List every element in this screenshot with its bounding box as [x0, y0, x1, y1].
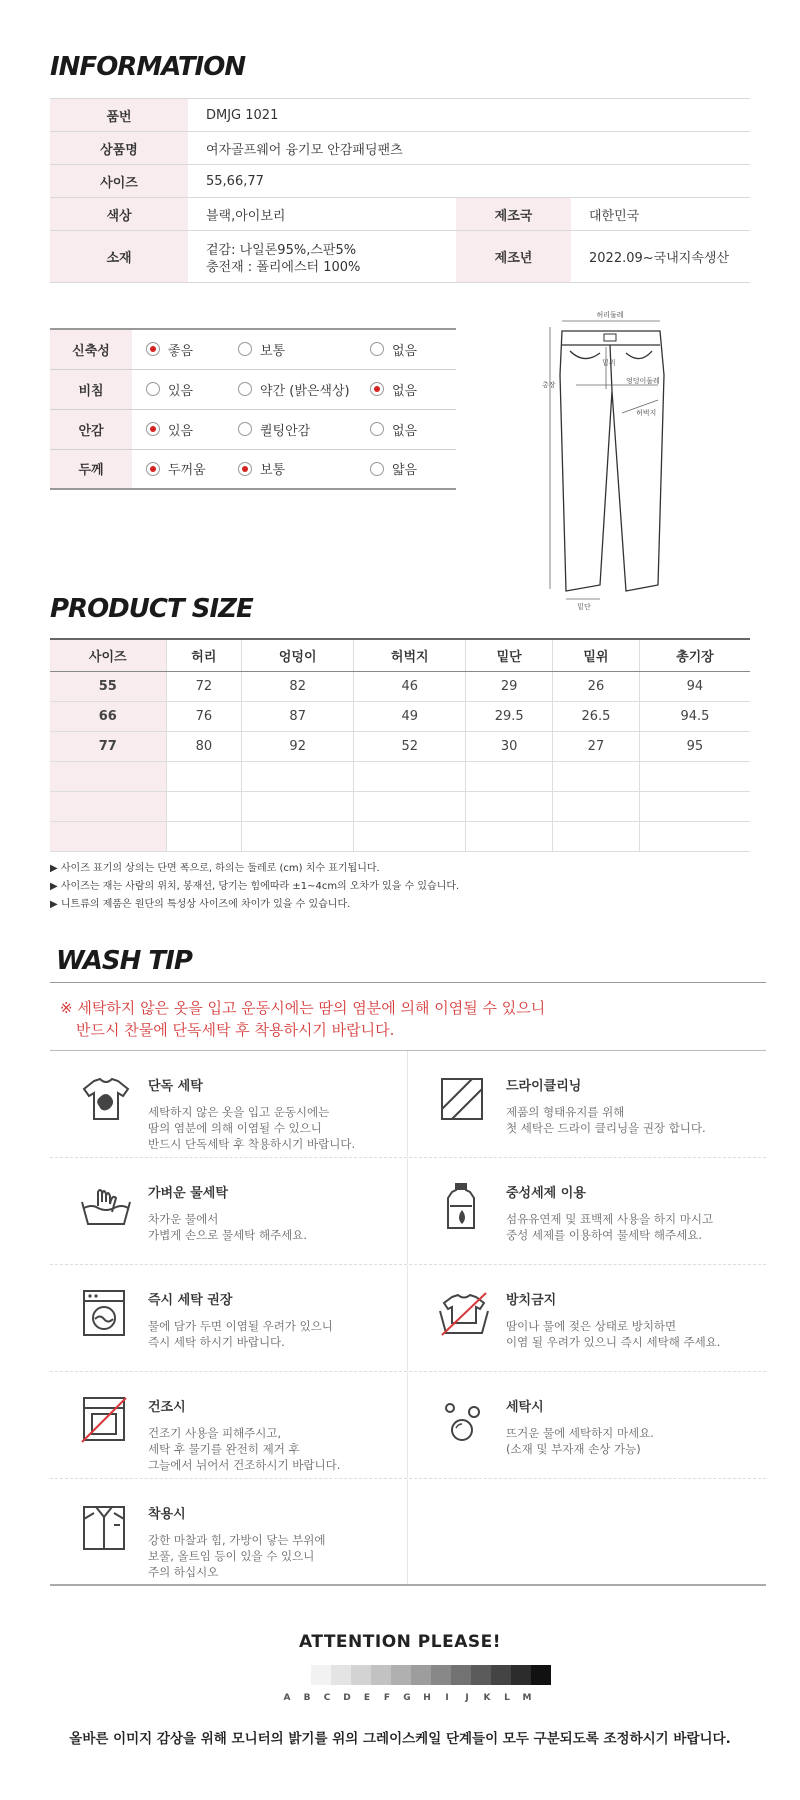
option-label: 있음 — [168, 383, 194, 399]
property-row — [50, 449, 456, 489]
radio-icon[interactable] — [370, 342, 384, 356]
wash-row — [50, 1372, 766, 1479]
information-title: INFORMATION — [50, 52, 246, 82]
wash-item — [408, 1158, 766, 1264]
info-label: 상품명 — [50, 132, 188, 165]
grayscale-letter: L — [504, 1693, 510, 1703]
property-row — [50, 369, 456, 409]
size-cell: 76 — [166, 701, 242, 731]
grayscale-swatch — [491, 1665, 511, 1685]
radio-icon[interactable] — [370, 422, 384, 436]
wash-row — [50, 1158, 766, 1265]
size-cell-label — [50, 821, 166, 851]
hip-label: 엉덩이둘레 — [626, 377, 660, 385]
grayscale-swatch — [371, 1665, 391, 1685]
grayscale-letter: K — [483, 1693, 491, 1703]
radio-icon[interactable] — [238, 342, 252, 356]
grayscale-swatch — [331, 1665, 351, 1685]
size-row — [50, 821, 750, 851]
size-cell — [166, 791, 242, 821]
info-row-name — [50, 132, 750, 165]
info-label: 소재 — [50, 231, 188, 283]
info-row-material — [50, 231, 750, 283]
size-cell — [354, 761, 466, 791]
info-value: 블랙,아이보리 — [188, 198, 456, 231]
size-cell — [639, 791, 750, 821]
info-label: 제조국 — [456, 198, 571, 231]
size-cell — [166, 821, 242, 851]
size-header: 밑단 — [466, 639, 553, 671]
length-label: 총장 — [542, 381, 556, 389]
grayscale-letter: B — [303, 1693, 311, 1703]
size-header: 허벅지 — [354, 639, 466, 671]
attention-footer: 올바른 이미지 감상을 위해 모니터의 밝기를 위의 그레이스케일 단계들이 모두 구분되도록 조정하시기 바랍니다. — [69, 1731, 731, 1747]
hem-label: 밑단 — [577, 603, 591, 610]
wash-item — [408, 1265, 766, 1371]
grayscale-swatch — [391, 1665, 411, 1685]
info-value: 55,66,77 — [188, 165, 750, 198]
wash-item-desc: 섬유유연제 및 표백제 사용을 하지 마시고 중성 세제를 이용하여 물세탁 해주세요. — [506, 1212, 714, 1242]
wash-tip-grid — [50, 1050, 766, 1586]
folded-shirt-icon — [78, 1503, 134, 1553]
size-cell: 29.5 — [466, 701, 553, 731]
info-value — [188, 231, 456, 283]
size-cell: 27 — [553, 731, 640, 761]
size-cell: 52 — [354, 731, 466, 761]
grayscale-letter: H — [423, 1693, 431, 1703]
size-cell — [354, 821, 466, 851]
property-label: 안감 — [50, 409, 132, 449]
info-value: 대한민국 — [571, 198, 750, 231]
info-label: 색상 — [50, 198, 188, 231]
size-cell: 82 — [242, 671, 354, 701]
size-cell: 26 — [553, 671, 640, 701]
size-cell: 92 — [242, 731, 354, 761]
grayscale-swatch — [511, 1665, 531, 1685]
radio-icon[interactable] — [146, 382, 160, 396]
option-label: 없음 — [392, 383, 418, 399]
property-row — [50, 409, 456, 449]
size-cell — [466, 761, 553, 791]
waist-label: 허리둘레 — [596, 311, 624, 319]
wash-item — [408, 1372, 766, 1478]
size-row — [50, 791, 750, 821]
wash-tip-divider — [50, 982, 766, 983]
wash-item — [50, 1479, 408, 1584]
option-label: 보통 — [260, 343, 286, 359]
pants-measurement-diagram — [540, 305, 700, 610]
wash-row — [50, 1265, 766, 1372]
wash-item-title: 중성세제 이용 — [506, 1186, 586, 1201]
material-fill: 충전재 : 폴리에스터 100% — [206, 259, 361, 275]
info-value: 2022.09~국내지속생산 — [571, 231, 750, 283]
option-label: 보통 — [260, 463, 286, 479]
washing-machine-icon — [78, 1289, 134, 1339]
size-cell: 94.5 — [639, 701, 750, 731]
size-cell: 80 — [166, 731, 242, 761]
size-header: 허리 — [166, 639, 242, 671]
size-header: 엉덩이 — [242, 639, 354, 671]
attention-title: ATTENTION PLEASE! — [299, 1632, 501, 1652]
size-cell: 26.5 — [553, 701, 640, 731]
size-cell-label — [50, 791, 166, 821]
size-row — [50, 671, 750, 701]
wash-item-empty — [408, 1479, 766, 1584]
tshirt-stain-icon — [78, 1075, 134, 1125]
property-label: 두께 — [50, 449, 132, 489]
grayscale-swatch — [531, 1665, 551, 1685]
radio-icon[interactable] — [146, 462, 160, 476]
wash-item — [50, 1372, 408, 1478]
wash-item-title: 방치금지 — [506, 1293, 557, 1308]
thigh-label: 허벅지 — [636, 409, 657, 417]
wash-item-title: 단독 세탁 — [148, 1079, 203, 1094]
size-header: 총기장 — [639, 639, 750, 671]
size-cell — [354, 791, 466, 821]
wash-item-title: 착용시 — [148, 1507, 186, 1522]
wash-item-title: 즉시 세탁 권장 — [148, 1293, 233, 1308]
size-cell: 87 — [242, 701, 354, 731]
size-cell — [639, 761, 750, 791]
wash-item-desc: 차가운 물에서 가볍게 손으로 물세탁 해주세요. — [148, 1212, 308, 1242]
info-label: 제조년 — [456, 231, 571, 283]
wash-item-title: 드라이클리닝 — [506, 1079, 582, 1094]
size-cell — [466, 821, 553, 851]
dry-clean-icon — [436, 1075, 492, 1125]
property-label: 비침 — [50, 369, 132, 409]
bubbles-icon — [436, 1396, 492, 1446]
info-row-size — [50, 165, 750, 198]
size-cell — [242, 821, 354, 851]
warning-line: ※ 세탁하지 않은 옷을 입고 운동시에는 땀의 염분에 의해 이염될 수 있으니 — [60, 999, 546, 1017]
wash-item-title: 건조시 — [148, 1400, 186, 1415]
radio-icon[interactable] — [370, 462, 384, 476]
grayscale-swatch — [291, 1665, 311, 1685]
radio-icon[interactable] — [238, 382, 252, 396]
property-row — [50, 329, 456, 369]
option-label: 없음 — [392, 423, 418, 439]
rise-label: 밑위 — [602, 359, 616, 367]
size-cell — [639, 821, 750, 851]
no-soaking-icon — [436, 1289, 492, 1339]
grayscale-letter: G — [403, 1693, 411, 1703]
size-cell — [553, 761, 640, 791]
size-notes — [50, 860, 459, 914]
grayscale-letter: E — [363, 1693, 371, 1703]
no-dryer-icon — [78, 1396, 134, 1446]
size-note: ▶ 사이즈는 재는 사람의 위치, 봉재선, 당기는 힘에따라 ±1~4cm의 오차가 있을 수 있습니다. — [50, 881, 460, 892]
grayscale-letter: M — [522, 1693, 532, 1703]
size-row — [50, 701, 750, 731]
option-label: 얇음 — [392, 463, 418, 479]
radio-icon[interactable] — [146, 342, 160, 356]
option-label: 약간 (밝은색상) — [260, 383, 350, 399]
size-cell — [466, 791, 553, 821]
radio-icon[interactable] — [370, 382, 384, 396]
size-cell: 95 — [639, 731, 750, 761]
grayscale-swatch — [471, 1665, 491, 1685]
info-label: 사이즈 — [50, 165, 188, 198]
size-row — [50, 761, 750, 791]
wash-item-desc: 건조기 사용을 피해주시고, 세탁 후 물기를 완전히 제거 후 그늘에서 뉘어서 건조하시기 바랍니다. — [148, 1426, 341, 1472]
wash-item-title: 가벼운 물세탁 — [148, 1186, 228, 1201]
size-cell — [553, 791, 640, 821]
size-header: 사이즈 — [50, 639, 166, 671]
option-label: 있음 — [168, 423, 194, 439]
warning-line: 반드시 찬물에 단독세탁 후 착용하시기 바랍니다. — [76, 1021, 395, 1039]
wash-item-desc: 땀이나 물에 젖은 상태로 방치하면 이염 될 우려가 있으니 즉시 세탁해 주세요. — [506, 1319, 721, 1349]
wash-item-desc: 뜨거운 물에 세탁하지 마세요. (소재 및 부자재 손상 가능) — [506, 1426, 654, 1456]
option-label: 없음 — [392, 343, 418, 359]
wash-item — [50, 1051, 408, 1157]
wash-item-desc: 세탁하지 않은 옷을 입고 운동시에는 땀의 염분에 의해 이염될 수 있으니 반드시 단독세탁 후 착용하시기 바랍니다. — [148, 1105, 356, 1151]
radio-icon[interactable] — [146, 422, 160, 436]
option-label: 퀼팅안감 — [260, 423, 311, 439]
radio-icon[interactable] — [238, 422, 252, 436]
grayscale-letter: J — [465, 1693, 469, 1703]
grayscale-swatch — [431, 1665, 451, 1685]
hand-wash-icon — [78, 1182, 134, 1232]
size-table — [50, 638, 750, 852]
wash-item-desc: 물에 담가 두면 이염될 우려가 있으니 즉시 세탁 하시기 바랍니다. — [148, 1319, 333, 1349]
size-row — [50, 731, 750, 761]
detergent-bottle-icon — [436, 1182, 492, 1232]
grayscale-letters — [277, 1693, 537, 1703]
wash-item — [50, 1265, 408, 1371]
info-value: 여자골프웨어 융기모 안감패딩팬츠 — [188, 132, 750, 165]
size-cell: 72 — [166, 671, 242, 701]
size-cell: 29 — [466, 671, 553, 701]
material-outer: 겉감: 나일론95%,스판5% — [206, 242, 357, 258]
grayscale-bar — [291, 1665, 551, 1685]
wash-item — [50, 1158, 408, 1264]
grayscale-letter: A — [283, 1693, 291, 1703]
info-row-code — [50, 99, 750, 132]
size-cell-label: 77 — [50, 731, 166, 761]
wash-row — [50, 1479, 766, 1586]
size-cell-label — [50, 761, 166, 791]
size-note: ▶ 사이즈 표기의 상의는 단면 폭으로, 하의는 둘레로 (cm) 치수 표기됩니다. — [50, 863, 380, 874]
size-cell — [242, 761, 354, 791]
properties-table — [50, 328, 456, 490]
size-cell: 94 — [639, 671, 750, 701]
grayscale-letter: I — [445, 1693, 449, 1703]
size-cell — [553, 821, 640, 851]
wash-item-desc: 제품의 형태유지를 위해 첫 세탁은 드라이 클리닝을 권장 합니다. — [506, 1105, 706, 1135]
grayscale-swatch — [311, 1665, 331, 1685]
info-value: DMJG 1021 — [188, 99, 750, 132]
size-cell-label: 66 — [50, 701, 166, 731]
grayscale-swatch — [411, 1665, 431, 1685]
info-label: 품번 — [50, 99, 188, 132]
wash-item — [408, 1051, 766, 1157]
info-row-color — [50, 198, 750, 231]
information-table — [50, 98, 750, 283]
product-size-title: PRODUCT SIZE — [50, 594, 253, 624]
grayscale-swatch — [451, 1665, 471, 1685]
size-cell — [242, 791, 354, 821]
size-cell: 30 — [466, 731, 553, 761]
size-cell — [166, 761, 242, 791]
size-cell-label: 55 — [50, 671, 166, 701]
grayscale-letter: C — [323, 1693, 331, 1703]
option-label: 좋음 — [168, 343, 194, 359]
grayscale-letter: F — [383, 1693, 391, 1703]
grayscale-letter: D — [343, 1693, 351, 1703]
grayscale-swatch — [351, 1665, 371, 1685]
wash-row — [50, 1051, 766, 1158]
wash-item-title: 세탁시 — [506, 1400, 544, 1415]
size-cell: 49 — [354, 701, 466, 731]
wash-tip-title: WASH TIP — [56, 946, 192, 976]
size-table-header — [50, 639, 750, 671]
size-note: ▶ 니트류의 제품은 원단의 특성상 사이즈에 차이가 있을 수 있습니다. — [50, 899, 351, 910]
option-label: 두꺼움 — [168, 463, 206, 479]
size-header: 밑위 — [553, 639, 640, 671]
radio-icon[interactable] — [238, 462, 252, 476]
property-label: 신축성 — [50, 329, 132, 369]
size-cell: 46 — [354, 671, 466, 701]
wash-warning — [60, 997, 545, 1041]
wash-item-desc: 강한 마찰과 힘, 가방이 닿는 부위에 보풀, 올트임 등이 있을 수 있으니 주의 하십시오 — [148, 1533, 326, 1579]
